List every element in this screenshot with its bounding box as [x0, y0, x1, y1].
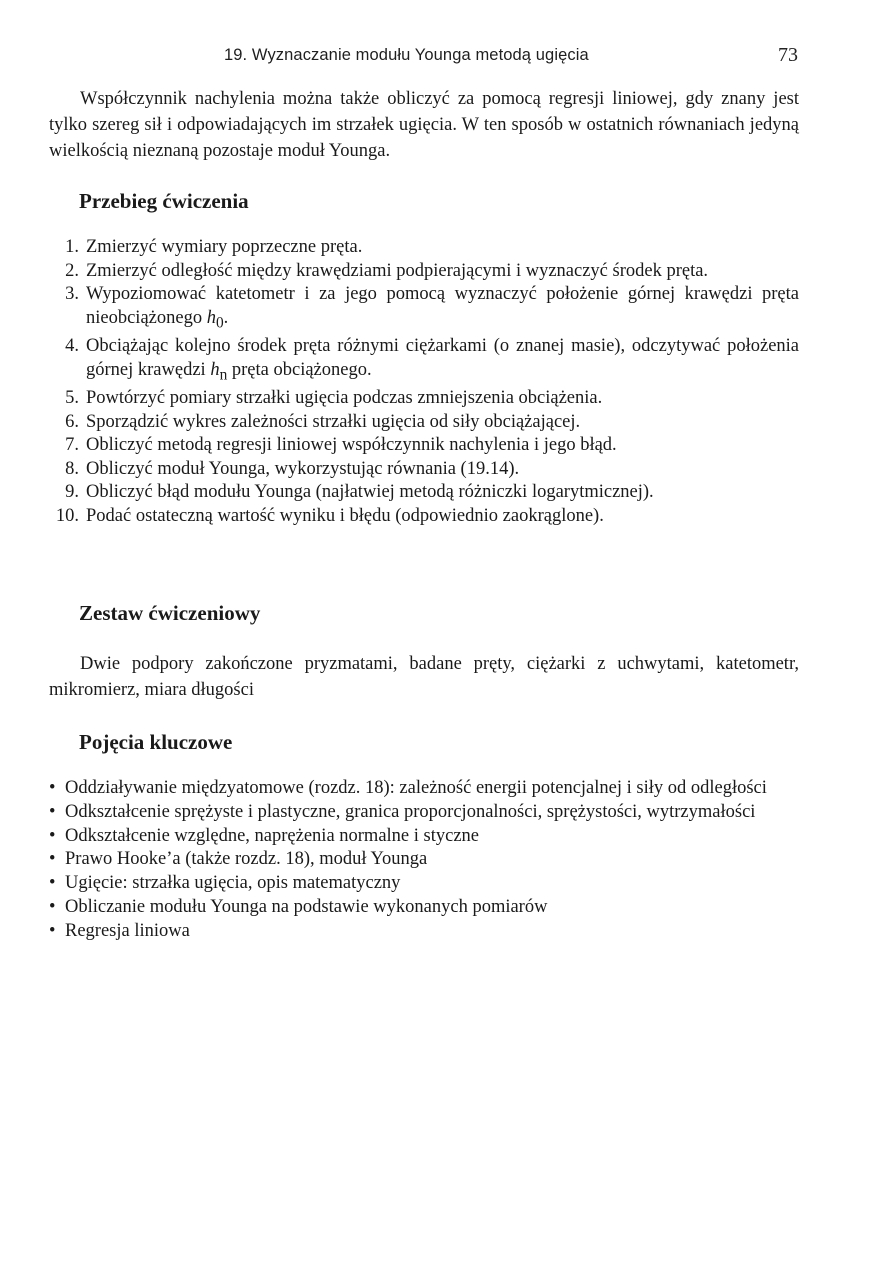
running-title: 19. Wyznaczanie modułu Younga metodą ugięcia [224, 46, 589, 64]
procedure-step [49, 458, 799, 482]
procedure-step [49, 335, 799, 387]
bullet-icon: • [49, 873, 56, 894]
page-number: 73 [778, 44, 798, 66]
height-subscript: 0 [215, 314, 224, 332]
procedure-heading: Przebieg ćwiczenia [79, 189, 249, 213]
step-number: 1. [65, 237, 79, 257]
bullet-icon: • [49, 849, 56, 870]
step-text: Obliczyć moduł Younga, wykorzystując równania (19.14). [86, 458, 520, 479]
step-text-end: . [223, 307, 229, 328]
height-symbol: h [206, 307, 216, 328]
concept-item [49, 777, 799, 801]
procedure-step [49, 260, 799, 284]
step-number: 2. [65, 260, 79, 281]
concept-text: Regresja liniowa [65, 920, 190, 941]
step-text: Podać ostateczną wartość wyniku i błędu (odpowiednio zaokrąglone). [86, 505, 604, 526]
bullet-icon: • [49, 801, 56, 822]
procedure-step [49, 236, 799, 260]
procedure-step [49, 481, 799, 505]
height-symbol: h [210, 359, 220, 380]
equipment-heading: Zestaw ćwiczeniowy [79, 601, 261, 625]
concept-text: Ugięcie: strzałka ugięcia, opis matematyczny [65, 873, 401, 894]
procedure-step [49, 283, 799, 335]
step-text: Obliczyć metodą regresji liniowej współczynnik nachylenia i jego błąd. [86, 435, 617, 456]
step-text: Zmierzyć odległość między krawędziami podpierającymi i wyznaczyć środek pręta. [86, 260, 709, 281]
concept-item [49, 872, 799, 896]
step-text: Obliczyć błąd modułu Younga (najłatwiej metodą różniczki logarytmicznej). [86, 482, 654, 503]
concept-item [49, 920, 799, 944]
step-number: 5. [65, 387, 79, 408]
concepts-heading: Pojęcia kluczowe [79, 730, 233, 754]
concept-text: Odkształcenie względne, naprężenia normalne i styczne [65, 825, 480, 846]
step-number: 9. [65, 482, 79, 503]
concept-item [49, 801, 799, 825]
procedure-step [49, 387, 799, 411]
step-number: 6. [65, 411, 79, 432]
concept-item [49, 848, 799, 872]
step-number: 4. [65, 336, 79, 357]
step-text: Zmierzyć wymiary poprzeczne pręta. [86, 237, 363, 257]
step-text: Sporządzić wykres zależności strzałki ugięcia od siły obciążającej. [86, 411, 581, 432]
equipment-paragraph: Dwie podpory zakończone pryzmatami, badane pręty, ciężarki z uchwytami, katetometr, mikromierz, miara długości [49, 654, 799, 700]
concepts-list [49, 777, 799, 944]
step-number: 3. [65, 284, 79, 305]
bullet-icon: • [49, 778, 56, 798]
intro-paragraph: Współczynnik nachylenia można także obliczyć za pomocą regresji liniowej, gdy znany jest tylko szereg sił i odpowiadających im strzałek ugięcia. W ten sposób w ostatnich równaniach jedyną wielkością nieznaną pozostaje moduł Younga. [49, 89, 799, 161]
concept-item [49, 896, 799, 920]
concept-text: Obliczanie modułu Younga na podstawie wykonanych pomiarów [65, 896, 548, 917]
bullet-icon: • [49, 920, 56, 941]
bullet-icon: • [49, 896, 56, 917]
concept-text: Prawo Hooke’a (także rozdz. 18), moduł Younga [65, 849, 428, 870]
procedure-step [49, 411, 799, 435]
step-number: 7. [65, 435, 79, 456]
step-text: Obciążając kolejno środek pręta różnymi ciężarkami (o znanej masie), odczytywać położenia górnej krawędzi [86, 336, 799, 380]
step-text: Powtórzyć pomiary strzałki ugięcia podczas zmniejszenia obciążenia. [86, 387, 603, 408]
step-text-end: pręta obciążonego. [227, 359, 372, 380]
procedure-steps [49, 236, 799, 529]
step-text: Wypoziomować katetometr i za jego pomocą wyznaczyć położenie górnej krawędzi pręta nieobciążonego [86, 284, 799, 328]
height-subscript: n [219, 366, 228, 384]
procedure-step [49, 505, 799, 529]
step-number: 8. [65, 458, 79, 479]
step-number: 10. [55, 505, 79, 526]
procedure-step [49, 434, 799, 458]
concept-text: Odkształcenie sprężyste i plastyczne, granica proporcjonalności, sprężystości, wytrzymałości [65, 801, 756, 822]
bullet-icon: • [49, 825, 56, 846]
concept-item [49, 825, 799, 849]
concept-text: Oddziaływanie międzyatomowe (rozdz. 18): zależność energii potencjalnej i siły od odległości [65, 778, 767, 798]
running-header [80, 44, 798, 72]
